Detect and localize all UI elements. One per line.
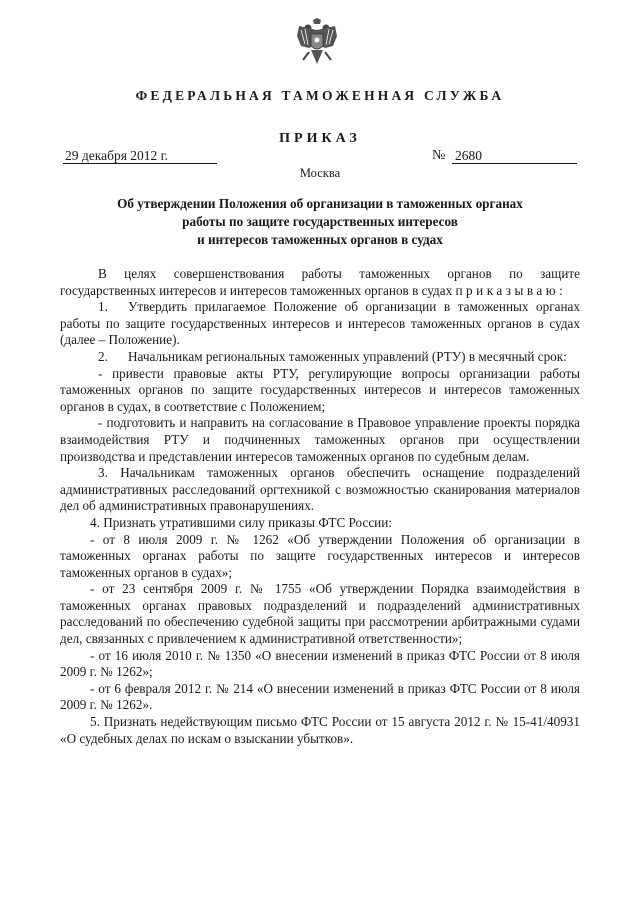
paragraph-number: 1. <box>98 299 108 315</box>
paragraph-4: 4. Признать утратившими силу приказы ФТС России: <box>90 514 392 530</box>
paragraph-text: Начальникам региональных таможенных управлений (РТУ) в месячный срок: <box>128 348 567 364</box>
order-number: 2680 <box>452 149 577 164</box>
subject-line: работы по защите государственных интересов <box>182 214 458 229</box>
agency-name: ФЕДЕРАЛЬНАЯ ТАМОЖЕННАЯ СЛУЖБА <box>135 88 505 103</box>
city: Москва <box>299 166 341 180</box>
paragraph-3: 3. Начальникам таможенных органов обеспечить оснащение подразделений административных расследований оргтехникой с возможностью сканирования материалов дел об административных правонарушениях. <box>60 465 580 514</box>
order-body <box>60 266 580 747</box>
paragraph-2-item-b: - подготовить и направить на согласование в Правовое управление проекты порядка взаимодействия РТУ и подчиненных таможенных органов при осуществлении производства и представлении интересов таможенных органов по судебным делам. <box>60 415 580 464</box>
document-type: ПРИКАЗ <box>279 131 361 146</box>
paragraph-number: 2. <box>98 348 108 364</box>
paragraph-4-item-d: - от 6 февраля 2012 г. № 214 «О внесении изменений в приказ ФТС России от 8 июля 2009 г. № 1262». <box>60 680 580 713</box>
subject-line: Об утверждении Положения об организации в таможенных органах <box>117 196 523 211</box>
paragraph-2 <box>60 349 580 366</box>
paragraph-4-item-b: - от 23 сентября 2009 г. № 1755 «Об утверждении Порядка взаимодействия в таможенных органах правовых подразделений и подразделений административных расследований по обеспечению судебной защиты при рассмотрении арбитражными судами дел, связанных с привлечением к административной ответственности»; <box>60 581 580 647</box>
paragraph-4-item-a: - от 8 июля 2009 г. № 1262 «Об утверждении Положения об организации в таможенных органах работы по защите государственных интересов и интересов таможенных органов в судах»; <box>60 531 580 580</box>
order-word: приказываю: <box>455 282 567 298</box>
paragraph-2-item-a: - привести правовые акты РТУ, регулирующие вопросы организации работы таможенных органов по защите государственных интересов и интересов таможенных органов в судах, в соответствие с Положением; <box>60 365 580 414</box>
paragraph-4-item-c: - от 16 июля 2010 г. № 1350 «О внесении изменений в приказ ФТС России от 8 июля 2009 г. № 1262»; <box>60 647 580 680</box>
order-number-label: № <box>432 148 446 163</box>
subject-line: и интересов таможенных органов в судах <box>197 232 443 247</box>
coat-of-arms-icon <box>295 18 339 70</box>
intro-paragraph <box>60 266 580 299</box>
paragraph-5: 5. Признать недействующим письмо ФТС России от 15 августа 2012 г. № 15-41/40931 «О судебных делах по искам о взыскании убытков». <box>60 714 580 746</box>
order-subject <box>60 195 580 249</box>
paragraph-1 <box>60 299 580 349</box>
intro-text: В целях совершенствования работы таможенных органов по защите государственных интересов и интересов таможенных органов в судах <box>60 266 580 298</box>
paragraph-text: Утвердить прилагаемое Положение об организации в таможенных органах работы по защите государственных интересов и интересов таможенных органов в судах (далее – Положение). <box>60 299 580 348</box>
order-date: 29 декабря 2012 г. <box>63 149 217 164</box>
